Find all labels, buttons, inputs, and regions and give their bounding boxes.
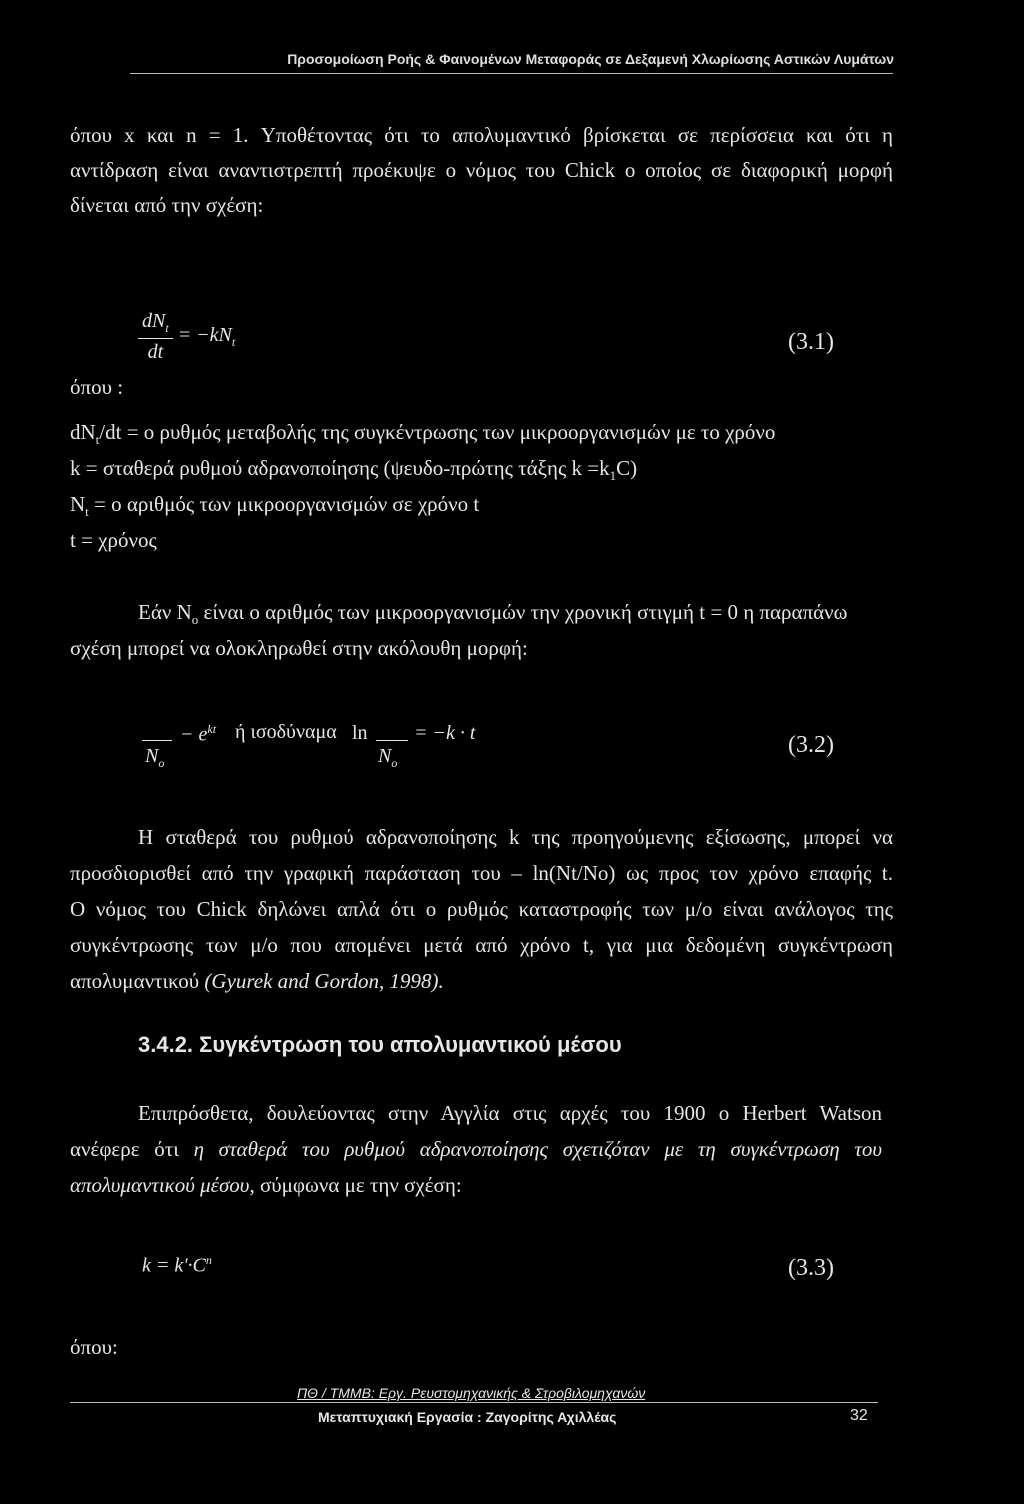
definition-dnt: $dN_t/dt = o$ ρυθμός μεταβολής της συγκέντρωσης των μικροοργανισμών με το χρόνο — [70, 420, 776, 448]
para3-line-1: Η σταθερά του ρυθμού αδρανοποίησης k της προηγούμενης εξίσωσης, μπορεί να — [138, 825, 893, 849]
para3-line-5: απολυμαντικού (Gyurek and Gordon, 1998). — [70, 969, 444, 993]
eq2-denominator-2: $N_o$ — [378, 745, 398, 770]
definition-t: t = χρόνος — [70, 528, 157, 552]
eq2-fraction-bar-2 — [376, 740, 408, 741]
page-number: 32 — [850, 1407, 868, 1424]
para3-line-4: συγκέντρωσης των μ/ο που απομένει μετά από χρόνο t, για μια δεδομένη συγκέντρωση — [70, 933, 893, 957]
section-title: Συγκέντρωση του απολυμαντικού μέσου — [199, 1032, 622, 1057]
eq2-fraction-bar-1 — [142, 740, 172, 741]
eq2-middle-text: ή ισοδύναμα — [235, 721, 337, 743]
footer-department: ΠΘ / ΤΜΜΒ: Εργ. Ρευστομηχανικής & Στροβιλομηχανών — [297, 1385, 646, 1401]
section-number: 3.4.2. — [138, 1032, 194, 1057]
definition-k: k = σταθερά ρυθμού αδρανοποίησης (ψευδο-πρώτης τάξης $k =k_1C$) — [70, 456, 638, 484]
eq3-number: (3.3) — [788, 1255, 834, 1281]
footer-rule — [70, 1402, 878, 1403]
equation-3-1 — [138, 310, 235, 364]
para3-line-2: προσδιορισθεί από την γραφική παράσταση του – ln(Nt/No) ως προς τον χρόνο επαφής t. — [70, 861, 893, 885]
eq1-number: (3.1) — [788, 329, 834, 355]
para4-line-2: ανέφερε ότι η σταθερά του ρυθμού αδρανοποίησης σχετιζόταν με τη συγκέντρωση του — [70, 1137, 882, 1161]
eq2-exponential: − $e^{kt}$ — [180, 722, 217, 746]
definition-nt: $N_t = o$ αριθμός των μικροοργανισμών σε χρόνο t — [70, 492, 480, 520]
para4-line-3: απολυμαντικού μέσου, σύμφωνα με την σχέση: — [70, 1173, 462, 1197]
eq2-rhs: = −k · t — [414, 722, 476, 744]
section-heading — [138, 1032, 622, 1058]
para4-line-1: Επιπρόσθετα, δουλεύοντας στην Αγγλία στις αρχές του 1900 ο Herbert Watson — [138, 1101, 882, 1125]
eq1-denominator: dt — [147, 341, 164, 363]
eq1-numerator-sub: t — [165, 321, 169, 335]
header-rule — [130, 73, 893, 74]
eq1-numerator: dN — [142, 310, 166, 332]
intro-line-2: αντίδραση είναι αναντιστρεπτή προέκυψε ο νόμος του Chick ο οποίος σε διαφορική μορφή — [70, 158, 893, 182]
para2-line-1: Εάν $N_o$ είναι ο αριθμός των μικροοργανισμών την χρονική στιγμή t = 0 η παραπάνω — [138, 600, 848, 628]
running-header: Προσομοίωση Ροής & Φαινομένων Μεταφοράς σε Δεξαμενή Χλωρίωσης Αστικών Λυμάτων — [287, 51, 894, 67]
eq1-rhs-sub: t — [231, 335, 236, 349]
intro-line-1: όπου x και n = 1. Υποθέτοντας ότι το απολυμαντικό βρίσκεται σε περίσσεια και ότι η — [70, 123, 893, 147]
para2-line-2: σχέση μπορεί να ολοκληρωθεί στην ακόλουθη μορφή: — [70, 636, 528, 660]
eq1-rhs: = −kN — [177, 324, 232, 346]
eq2-number: (3.2) — [788, 732, 834, 758]
footer-thesis: Μεταπτυχιακή Εργασία : Ζαγορίτης Αχιλλέας — [318, 1409, 617, 1425]
eq2-ln: ln — [352, 722, 368, 744]
citation: (Gyurek and Gordon, 1998). — [204, 969, 444, 993]
where-label-2: όπου: — [70, 1335, 118, 1359]
where-label: όπου : — [70, 375, 124, 399]
eq1-fraction — [138, 310, 173, 364]
eq2-denominator-1: $N_o$ — [145, 745, 165, 770]
intro-line-3: δίνεται από την σχέση: — [70, 193, 264, 217]
equation-3-3: $k = k'\cdot C^n$ — [142, 1253, 212, 1277]
para3-line-3: Ο νόμος του Chick δηλώνει απλά ότι ο ρυθμός καταστροφής των μ/ο είναι ανάλογος της — [70, 897, 893, 921]
